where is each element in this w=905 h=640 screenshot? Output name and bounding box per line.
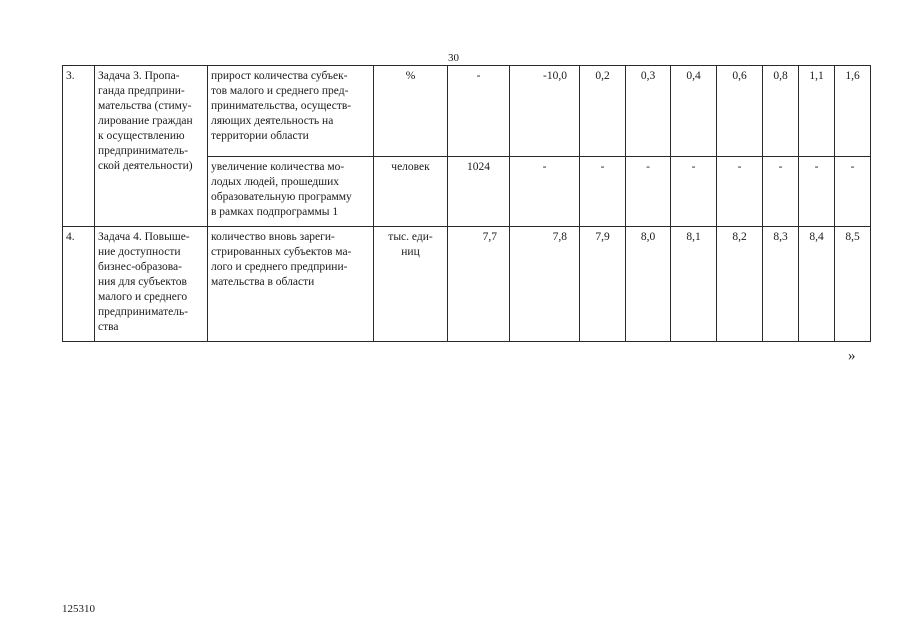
unit-cell: человек	[374, 157, 448, 227]
unit-cell: тыс. еди- ниц	[374, 227, 448, 342]
table-row	[63, 227, 871, 342]
value-cell: 8,1	[671, 227, 717, 342]
row-number-cell: 3.	[63, 66, 95, 227]
value-cell: 0,4	[671, 66, 717, 157]
value-cell: 0,2	[580, 66, 626, 157]
unit-cell: %	[374, 66, 448, 157]
indicators-table	[62, 65, 871, 342]
value-cell: 1024	[448, 157, 510, 227]
indicator-cell: количество вновь зареги- стрированных субъектов ма- лого и среднего предприни- мательства в области	[208, 227, 374, 342]
closing-quote-mark: »	[848, 348, 856, 364]
value-cell: 0,6	[717, 66, 763, 157]
value-cell: 8,3	[763, 227, 799, 342]
value-cell: -	[510, 157, 580, 227]
table-row	[63, 66, 871, 157]
value-cell: 7,7	[448, 227, 510, 342]
value-cell: -	[448, 66, 510, 157]
value-cell: 8,4	[799, 227, 835, 342]
value-cell: -	[835, 157, 871, 227]
indicator-cell: увеличение количества мо- лодых людей, прошедших образовательную программу в рамках подпрограммы 1	[208, 157, 374, 227]
value-cell: -	[580, 157, 626, 227]
value-cell: -10,0	[510, 66, 580, 157]
value-cell: 1,1	[799, 66, 835, 157]
value-cell: 7,9	[580, 227, 626, 342]
indicator-cell: прирост количества субъек- тов малого и среднего пред- принимательства, осуществ- ляющих деятельность на территории области	[208, 66, 374, 157]
value-cell: -	[799, 157, 835, 227]
row-number-cell: 4.	[63, 227, 95, 342]
value-cell: 8,0	[626, 227, 671, 342]
value-cell: 0,3	[626, 66, 671, 157]
value-cell: -	[671, 157, 717, 227]
value-cell: 8,5	[835, 227, 871, 342]
value-cell: -	[626, 157, 671, 227]
value-cell: 1,6	[835, 66, 871, 157]
value-cell: 7,8	[510, 227, 580, 342]
task-cell: Задача 4. Повыше- ние доступности бизнес-образова- ния для субъектов малого и среднего предприниматель- ства	[95, 227, 208, 342]
value-cell: 8,2	[717, 227, 763, 342]
value-cell: -	[763, 157, 799, 227]
page-number: 30	[448, 52, 459, 64]
value-cell: 0,8	[763, 66, 799, 157]
document-code: 125310	[62, 603, 95, 615]
value-cell: -	[717, 157, 763, 227]
task-cell: Задача 3. Пропа- ганда предприни- мательства (стиму- лирование граждан к осуществлению предприниматель- ской деятельности)	[95, 66, 208, 227]
